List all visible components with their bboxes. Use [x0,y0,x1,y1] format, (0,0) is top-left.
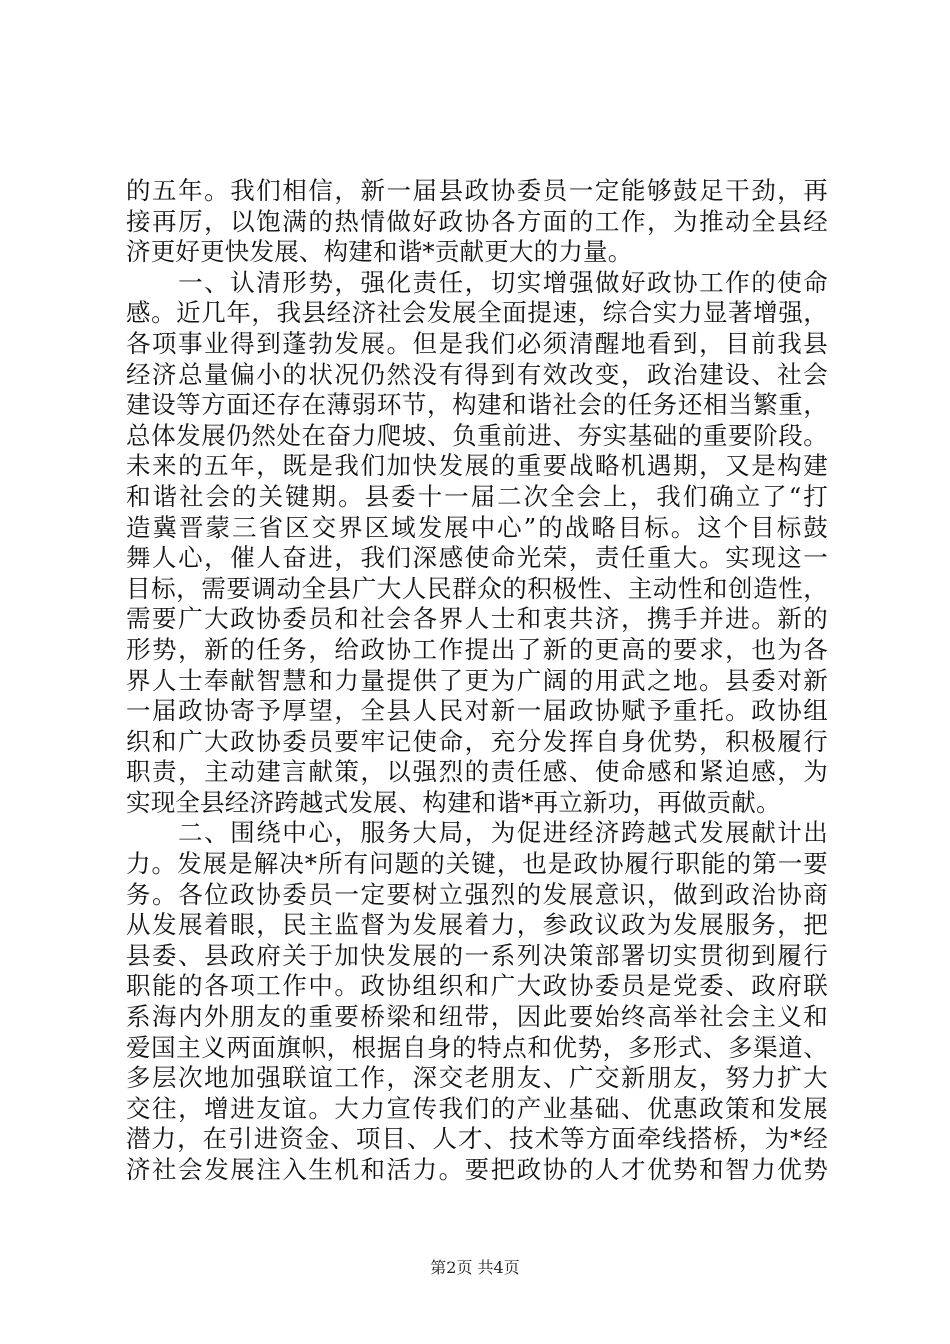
text-line: 建设等方面还存在薄弱环节，构建和谐社会的任务还相当繁重， [126,390,828,420]
page-number-footer: 第2页 共4页 [430,1258,520,1277]
text-line: 爱国主义两面旗帜，根据自身的特点和优势，多形式、多渠道、 [126,1032,828,1062]
text-line: 一、认清形势，强化责任，切实增强做好政协工作的使命 [126,267,828,297]
text-line: 界人士奉献智慧和力量提供了更为广阔的用武之地。县委对新 [126,665,828,695]
text-line: 务。各位政协委员一定要树立强烈的发展意识，做到政治协商 [126,879,828,909]
text-line: 经济总量偏小的状况仍然没有得到有效改变，政治建设、社会 [126,359,828,389]
text-line: 总体发展仍然处在奋力爬坡、负重前进、夯实基础的重要阶段。 [126,420,828,450]
text-line: 未来的五年，既是我们加快发展的重要战略机遇期，又是构建 [126,451,828,481]
text-line: 潜力，在引进资金、项目、人才、技术等方面牵线搭桥，为*经 [126,1124,828,1154]
text-line: 济更好更快发展、构建和谐*贡献更大的力量。 [126,237,633,267]
text-line: 目标，需要调动全县广大人民群众的积极性、主动性和创造性， [126,573,828,603]
text-line: 和谐社会的关键期。县委十一届二次全会上，我们确立了“打 [126,481,828,511]
text-line: 从发展着眼，民主监督为发展着力，参政议政为发展服务，把 [126,910,828,940]
text-line: 一届政协寄予厚望，全县人民对新一届政协赋予重托。政协组 [126,696,828,726]
text-line: 系海内外朋友的重要桥梁和纽带，因此要始终高举社会主义和 [126,1002,828,1032]
text-line: 织和广大政协委员要牢记使命，充分发挥自身优势，积极履行 [126,726,828,756]
text-line: 职能的各项工作中。政协组织和广大政协委员是党委、政府联 [126,971,828,1001]
text-line: 舞人心，催人奋进，我们深感使命光荣，责任重大。实现这一 [126,543,828,573]
text-line: 造冀晋蒙三省区交界区域发展中心”的战略目标。这个目标鼓 [126,512,828,542]
text-line: 形势，新的任务，给政协工作提出了新的更高的要求，也为各 [126,634,828,664]
text-line: 的五年。我们相信，新一届县政协委员一定能够鼓足干劲，再 [126,176,828,205]
text-line: 需要广大政协委员和社会各界人士和衷共济，携手并进。新的 [126,604,828,634]
text-line: 感。近几年，我县经济社会发展全面提速，综合实力显著增强， [126,298,828,328]
text-line: 力。发展是解决*所有问题的关键，也是政协履行职能的第一要 [126,849,828,879]
text-line: 交往，增进友谊。大力宣传我们的产业基础、优惠政策和发展 [126,1093,828,1123]
text-line: 各项事业得到蓬勃发展。但是我们必须清醒地看到，目前我县 [126,328,828,358]
text-line: 职责，主动建言献策，以强烈的责任感、使命感和紧迫感，为 [126,757,828,787]
text-line: 县委、县政府关于加快发展的一系列决策部署切实贯彻到履行 [126,940,828,970]
text-line: 接再厉，以饱满的热情做好政协各方面的工作，为推动全县经 [126,206,828,236]
text-line: 济社会发展注入生机和活力。要把政协的人才优势和智力优势 [126,1155,828,1184]
text-line: 多层次地加强联谊工作，深交老朋友、广交新朋友，努力扩大 [126,1063,828,1093]
text-line: 二、围绕中心，服务大局，为促进经济跨越式发展献计出 [126,818,828,848]
text-line: 实现全县经济跨越式发展、构建和谐*再立新功，再做贡献。 [126,787,781,817]
document-body [126,176,828,1186]
